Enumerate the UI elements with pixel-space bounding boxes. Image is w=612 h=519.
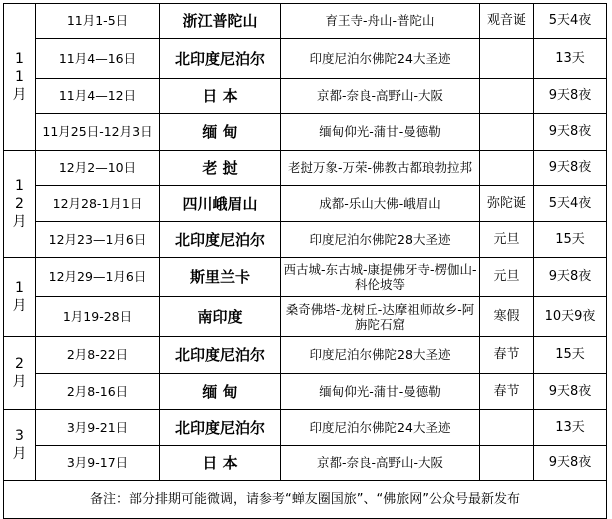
trip-dates: 1月19-28日 <box>36 297 160 337</box>
table-row <box>4 222 607 258</box>
trip-dates: 11月4—16日 <box>36 39 160 79</box>
trip-dates: 2月8-16日 <box>36 374 160 410</box>
trip-route: 缅甸仰光-蒲甘-曼德勒 <box>281 374 480 410</box>
trip-destination: 日 本 <box>160 79 281 114</box>
trip-destination: 四川峨眉山 <box>160 186 281 222</box>
trip-dates: 12月23—1月6日 <box>36 222 160 258</box>
trip-route: 桑奇佛塔-龙树丘-达摩祖师故乡-阿旃陀石窟 <box>281 297 480 337</box>
trip-holiday: 观音诞 <box>480 4 534 39</box>
month-label: 1月 <box>12 280 27 314</box>
trip-duration: 13天 <box>534 39 607 79</box>
trip-duration: 5天4夜 <box>534 186 607 222</box>
trip-duration: 13天 <box>534 410 607 446</box>
table-row <box>4 79 607 114</box>
table-row <box>4 186 607 222</box>
trip-route: 印度尼泊尔佛陀28大圣迹 <box>281 222 480 258</box>
trip-route: 印度尼泊尔佛陀24大圣迹 <box>281 39 480 79</box>
trip-dates: 3月9-17日 <box>36 446 160 481</box>
trip-holiday: 元旦 <box>480 222 534 258</box>
trip-holiday <box>480 79 534 114</box>
trip-dates: 12月2—10日 <box>36 151 160 186</box>
trip-destination: 斯里兰卡 <box>160 258 281 297</box>
month-cell <box>4 258 36 337</box>
trip-route: 京都-奈良-高野山-大阪 <box>281 446 480 481</box>
month-label: 2月 <box>12 356 27 390</box>
trip-destination: 北印度尼泊尔 <box>160 337 281 374</box>
trip-dates: 11月4—12日 <box>36 79 160 114</box>
table-row <box>4 337 607 374</box>
trip-holiday: 春节 <box>480 337 534 374</box>
trip-route: 育王寺-舟山-普陀山 <box>281 4 480 39</box>
trip-duration: 9天8夜 <box>534 258 607 297</box>
trip-duration: 15天 <box>534 222 607 258</box>
table-row <box>4 4 607 39</box>
schedule-table <box>3 3 607 519</box>
trip-duration: 9天8夜 <box>534 374 607 410</box>
table-row <box>4 297 607 337</box>
trip-destination: 南印度 <box>160 297 281 337</box>
trip-dates: 3月9-21日 <box>36 410 160 446</box>
trip-route: 印度尼泊尔佛陀28大圣迹 <box>281 337 480 374</box>
trip-holiday <box>480 39 534 79</box>
trip-duration: 9天8夜 <box>534 446 607 481</box>
trip-duration: 15天 <box>534 337 607 374</box>
trip-holiday <box>480 410 534 446</box>
table-row <box>4 374 607 410</box>
trip-destination: 缅 甸 <box>160 374 281 410</box>
month-cell <box>4 4 36 151</box>
footer-row <box>4 481 607 519</box>
table-row <box>4 446 607 481</box>
trip-destination: 北印度尼泊尔 <box>160 222 281 258</box>
trip-destination: 日 本 <box>160 446 281 481</box>
month-label: 11月 <box>12 51 27 103</box>
table-row <box>4 151 607 186</box>
trip-holiday: 春节 <box>480 374 534 410</box>
trip-duration: 9天8夜 <box>534 79 607 114</box>
month-cell <box>4 337 36 410</box>
trip-route: 印度尼泊尔佛陀24大圣迹 <box>281 410 480 446</box>
trip-destination: 缅 甸 <box>160 114 281 151</box>
table-row <box>4 258 607 297</box>
trip-route: 京都-奈良-高野山-大阪 <box>281 79 480 114</box>
trip-route: 西古城-东古城-康提佛牙寺-楞伽山-科伦坡等 <box>281 258 480 297</box>
trip-duration: 10天9夜 <box>534 297 607 337</box>
trip-dates: 12月29—1月6日 <box>36 258 160 297</box>
month-label: 12月 <box>12 178 27 230</box>
month-cell <box>4 151 36 258</box>
trip-holiday <box>480 151 534 186</box>
trip-holiday <box>480 114 534 151</box>
trip-duration: 9天8夜 <box>534 114 607 151</box>
footer-note: 备注：部分排期可能微调，请参考“蝉友圈国旅”、“佛旅网”公众号最新发布 <box>4 481 607 519</box>
trip-holiday: 弥陀诞 <box>480 186 534 222</box>
table-row <box>4 410 607 446</box>
trip-holiday: 寒假 <box>480 297 534 337</box>
trip-holiday <box>480 446 534 481</box>
trip-dates: 11月1-5日 <box>36 4 160 39</box>
trip-dates: 2月8-22日 <box>36 337 160 374</box>
trip-destination: 北印度尼泊尔 <box>160 39 281 79</box>
month-cell <box>4 410 36 481</box>
trip-duration: 5天4夜 <box>534 4 607 39</box>
trip-dates: 12月28-1月1日 <box>36 186 160 222</box>
trip-holiday: 元旦 <box>480 258 534 297</box>
trip-destination: 老 挝 <box>160 151 281 186</box>
trip-route: 缅甸仰光-蒲甘-曼德勒 <box>281 114 480 151</box>
table-row <box>4 39 607 79</box>
trip-route: 老挝万象-万荣-佛教古都琅勃拉邦 <box>281 151 480 186</box>
trip-destination: 北印度尼泊尔 <box>160 410 281 446</box>
trip-destination: 浙江普陀山 <box>160 4 281 39</box>
trip-route: 成都-乐山大佛-峨眉山 <box>281 186 480 222</box>
trip-duration: 9天8夜 <box>534 151 607 186</box>
trip-dates: 11月25日-12月3日 <box>36 114 160 151</box>
table-row <box>4 114 607 151</box>
month-label: 3月 <box>12 428 27 462</box>
